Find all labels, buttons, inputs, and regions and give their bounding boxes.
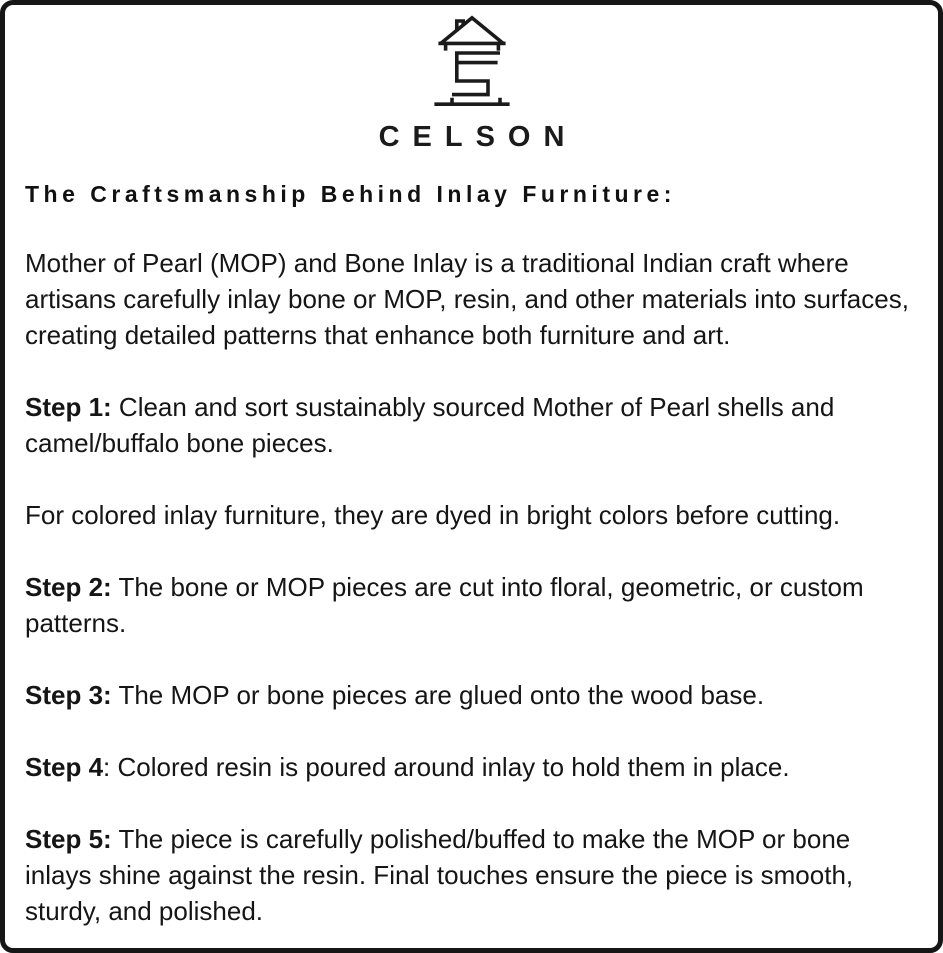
step-label: Step 2: <box>25 572 112 602</box>
craftsmanship-steps <box>25 245 918 929</box>
paragraph <box>25 245 918 353</box>
paragraph <box>25 389 918 461</box>
step-label: Step 5: <box>25 824 112 854</box>
step-label: Step 4 <box>25 752 104 782</box>
paragraph-text: The MOP or bone pieces are glued onto the wood base. <box>111 680 765 710</box>
paragraph-text: For colored inlay furniture, they are dyed in bright colors before cutting. <box>25 500 841 530</box>
step-label: Step 1: <box>25 392 112 422</box>
paragraph <box>25 677 918 713</box>
paragraph-text: The piece is carefully polished/buffed to make the MOP or bone inlays shine against the resin. Final touches ensure the piece is smooth, sturdy, and polished. <box>25 824 854 926</box>
paragraph <box>25 749 918 785</box>
paragraph-text: The bone or MOP pieces are cut into floral, geometric, or custom patterns. <box>25 572 864 638</box>
step-label: Step 3: <box>25 680 112 710</box>
paragraph-text: : Colored resin is poured around inlay to hold them in place. <box>103 752 790 782</box>
brand-name: CELSON <box>378 121 578 153</box>
paragraph <box>25 569 918 641</box>
paragraph <box>25 497 918 533</box>
paragraph-text: Clean and sort sustainably sourced Mother of Pearl shells and camel/buffalo bone pieces. <box>25 392 835 458</box>
paragraph-text: Mother of Pearl (MOP) and Bone Inlay is a traditional Indian craft where artisans carefully inlay bone or MOP, resin, and other materials into surfaces, creating detailed patterns that enhance both furniture and art. <box>25 248 909 350</box>
celson-house-logo-icon <box>428 13 516 109</box>
paragraph <box>25 821 918 929</box>
brand-header <box>25 13 918 154</box>
page-title: The Craftsmanship Behind Inlay Furniture: <box>25 181 676 207</box>
